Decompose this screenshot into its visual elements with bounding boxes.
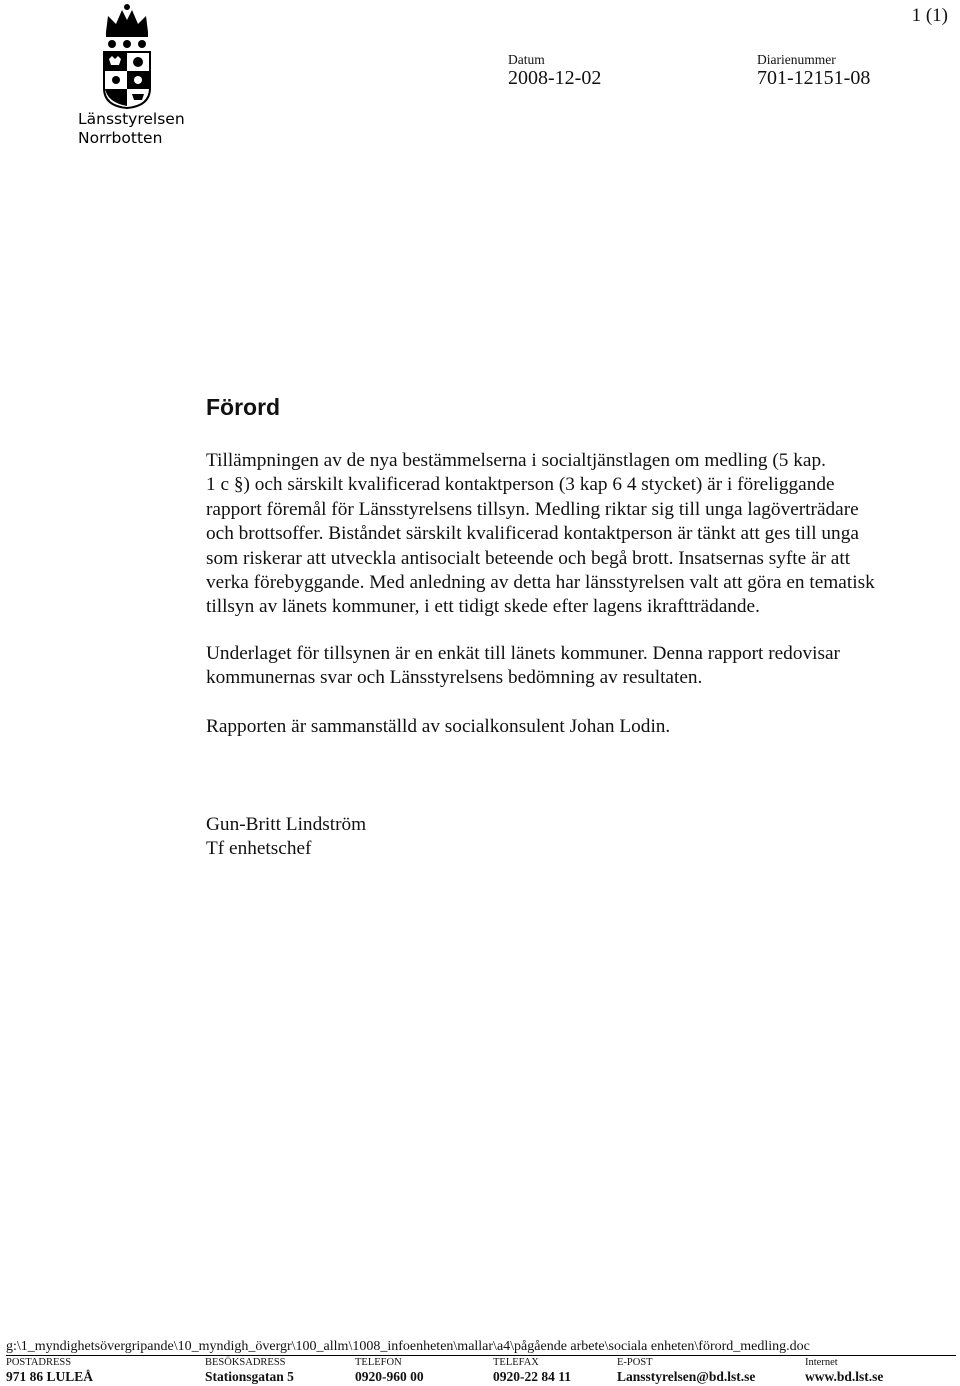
footer-email-label: E-POST [617,1357,653,1368]
page-number: 1 (1) [911,5,948,26]
paragraph-basis [206,642,946,691]
text-line: och brottsoffer. Biståndet särskilt kvalificerad kontaktperson är tänkt att ges till unga [206,523,859,545]
footer-phone-value: 0920-960 00 [355,1369,424,1384]
date-value: 2008-12-02 [508,67,602,89]
signature-title: Tf enhetschef [206,838,312,860]
text-line: verka förebyggande. Med anledning av detta har länsstyrelsen valt att göra en tematisk [206,572,875,594]
footer-fax-value: 0920-22 84 11 [493,1369,572,1384]
text-line: rapport föremål för Länsstyrelsens tillsyn. Medling riktar sig till unga lagöverträdare [206,498,859,520]
reference-label: Diarienummer [757,52,836,67]
footer-fax-label: TELEFAX [493,1357,539,1368]
org-line: Länsstyrelsen [78,110,185,128]
text-line: Tillämpningen av de nya bestämmelserna i socialtjänstlagen om medling (5 kap. [206,450,826,471]
footer-visit-value: Stationsgatan 5 [205,1369,294,1384]
document-title: Förord [206,394,281,420]
text-line: Underlaget för tillsynen är en enkät till länets kommuner. Denna rapport redovisar [206,643,840,664]
organization-name [78,110,188,148]
reference-value: 701-12151-08 [757,67,871,89]
signature-name: Gun-Britt Lindström [206,814,367,835]
org-line: Norrbotten [78,129,163,147]
text-line: som riskerar att utveckla antisocialt beteende och begå brott. Insatsernas syfte är att [206,547,851,569]
footer-email-value: Lansstyrelsen@bd.lst.se [617,1369,756,1384]
crest-icon [96,2,158,110]
paragraph-author [206,715,946,739]
footer-divider [6,1355,956,1356]
footer-postal-label: POSTADRESS [6,1357,72,1368]
signature-block [206,813,946,862]
text-line: kommunernas svar och Länsstyrelsens bedömning av resultaten. [206,667,703,689]
footer-visit-label: BESÖKSADRESS [205,1357,286,1368]
footer-internet-value: www.bd.lst.se [805,1369,884,1384]
text-line: Rapporten är sammanställd av socialkonsulent Johan Lodin. [206,716,671,737]
footer-postal-value: 971 86 LULEÅ [6,1369,94,1384]
text-line: tillsyn av länets kommuner, i ett tidigt skede efter lagens ikraftträdande. [206,596,760,618]
paragraph-intro [206,449,946,620]
agency-logo [78,2,185,152]
file-path: g:\1_myndighetsövergripande\10_myndigh_övergr\100_allm\1008_infoenheten\mallar\a4\pågående arbete\sociala enheten\förord_medling.doc [6,1339,810,1354]
footer-internet-label: Internet [805,1357,838,1368]
text-line: 1 c §) och särskilt kvalificerad kontaktperson (3 kap 6 4 stycket) är i föreliggande [206,474,835,496]
date-label: Datum [508,52,545,67]
footer-phone-label: TELEFON [355,1357,402,1368]
